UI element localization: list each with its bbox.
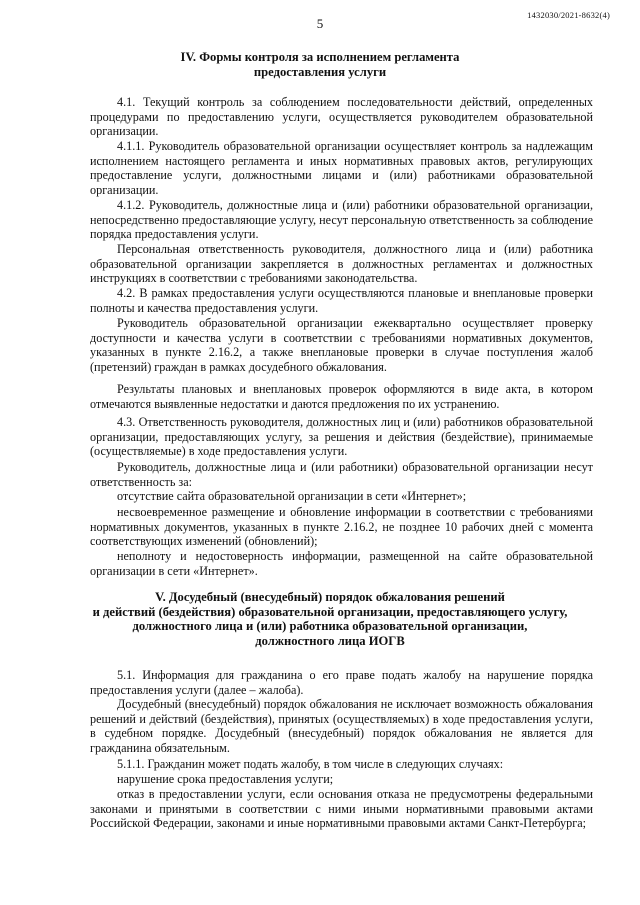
section-5-title-line-2: и действий (бездействия) образовательной организации, предоставляющего услугу, <box>92 604 568 619</box>
paragraph-responsibility-for: Руководитель, должностные лица и (или работники) образовательной организации несут ответственность за: <box>90 460 593 489</box>
list-item-deadline-violation: нарушение срока предоставления услуги; <box>117 772 334 786</box>
section-4-title-line-1: IV. Формы контроля за исполнением регламента <box>180 50 460 64</box>
section-4-title <box>120 50 520 79</box>
paragraph-4-2: 4.2. В рамках предоставления услуги осуществляются плановые и внеплановые проверки полноты и качества предоставления услуги. <box>90 286 593 315</box>
paragraph-4-1-2: 4.1.2. Руководитель, должностные лица и (или) работники образовательной организации, непосредственно предоставляющие услугу, несут персональную ответственность за соблюдение порядка предоставления услуги. <box>90 198 593 242</box>
section-4-title-line-2: предоставления услуги <box>253 64 387 79</box>
list-item-incomplete-info: неполноту и недостоверность информации, размещенной на сайте образовательной организации в сети «Интернет». <box>90 549 593 578</box>
section-5-title-line-3: должностного лица и (или) работника образовательной организации, <box>132 619 528 634</box>
document-number: 1432030/2021-8632(4) <box>527 10 610 20</box>
list-item-no-site: отсутствие сайта образовательной организации в сети «Интернет»; <box>117 489 467 503</box>
paragraph-4-1-1: 4.1.1. Руководитель образовательной организации осуществляет контроль за надлежащим исполнением настоящего регламента и иных нормативных правовых актов, регулирующих предоставление услуги, должностными лицами и (или) работниками образовательной организации. <box>90 139 593 197</box>
paragraph-5-1-1: 5.1.1. Гражданин может подать жалобу, в том числе в следующих случаях: <box>117 757 504 771</box>
page-number: 5 <box>316 16 324 31</box>
paragraph-pretrial-order: Досудебный (внесудебный) порядок обжалования не исключает возможность обжалования решений и действий (бездействия), принятых (осуществляемых) в ходе предоставления услуги, в судебном порядке. Досудебный (внесудебный) порядок обжалования не является для гражданина обязательным. <box>90 697 593 755</box>
paragraph-4-3: 4.3. Ответственность руководителя, должностных лиц и (или) работников образовательной организации, предоставляющих услугу, за решения и действия (бездействие), принимаемые (осуществляемые) в ходе предоставления услуги. <box>90 415 593 459</box>
paragraph-check-results: Результаты плановых и внеплановых проверок оформляются в виде акта, в котором отмечаются выявленные недостатки и даются предложения по их устранению. <box>90 382 593 411</box>
paragraph-4-1: 4.1. Текущий контроль за соблюдением последовательности действий, определенных процедурами по предоставлению услуги, осуществляется руководителем образовательной организации. <box>90 95 593 139</box>
paragraph-5-1: 5.1. Информация для гражданина о его праве подать жалобу на нарушение порядка предоставления услуги (далее – жалоба). <box>90 668 593 697</box>
section-5-title-line-1: V. Досудебный (внесудебный) порядок обжалования решений <box>155 590 505 604</box>
paragraph-quarterly-check: Руководитель образовательной организации ежеквартально осуществляет проверку доступности и качества услуги в соответствии с требованиями нормативных документов, указанных в пункте 2.16.2, а также внеплановые проверки в случае поступления жалоб (претензий) граждан в рамках досудебного обжалования. <box>90 316 593 374</box>
list-item-refusal: отказ в предоставлении услуги, если основания отказа не предусмотрены федеральными законами и принятыми в соответствии с ними иными нормативными правовыми актами Российской Федерации, законами и иные нормативными правовыми актами Санкт-Петербурга; <box>90 787 593 831</box>
section-5-title <box>70 590 590 648</box>
paragraph-personal-responsibility: Персональная ответственность руководителя, должностного лица и (или) работника образовательной организации закрепляется в должностных регламентах и должностных инструкциях в соответствии с требованиями законодательства. <box>90 242 593 286</box>
list-item-late-update: несвоевременное размещение и обновление информации в соответствии с требованиями нормативных документов, указанных в пункте 2.16.2, не позднее 10 рабочих дней с момента соответствующих изменений (обновлений); <box>90 505 593 549</box>
section-5-title-line-4: должностного лица ИОГВ <box>255 633 405 648</box>
